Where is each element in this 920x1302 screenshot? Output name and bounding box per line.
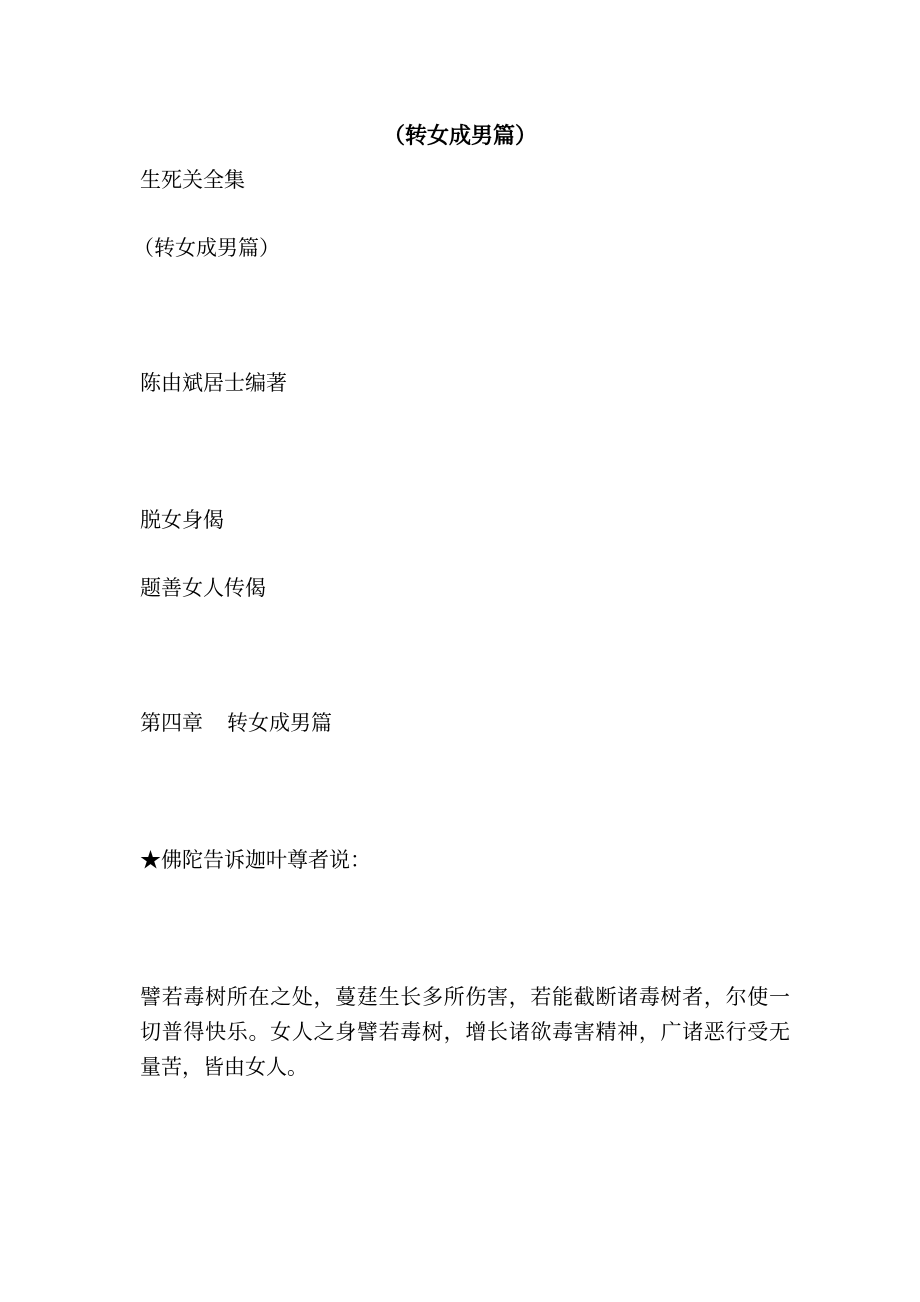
chapter-number: 第四章 [140,711,203,735]
author-line: 陈由斌居士编著 [140,371,287,395]
quote-intro: ★佛陀告诉迦叶尊者说： [140,848,371,872]
body-paragraph: 譬若毒树所在之处，蔓莛生长多所伤害，若能截断诸毒树者，尔使一切普得快乐。女人之身譬若毒树，增长诸欲毒害精神，广诸恶行受无量苦，皆由女人。 [140,985,790,1079]
chapter-heading [140,708,332,738]
chapter-title: 转女成男篇 [227,711,332,735]
collection-title: 生死关全集 [140,168,245,192]
verse-heading-2: 题善女人传偈 [140,576,266,600]
verse-heading-1: 脱女身偈 [140,508,224,532]
subtitle: （转女成男篇） [133,236,280,260]
document-title: （转女成男篇） [382,123,537,149]
